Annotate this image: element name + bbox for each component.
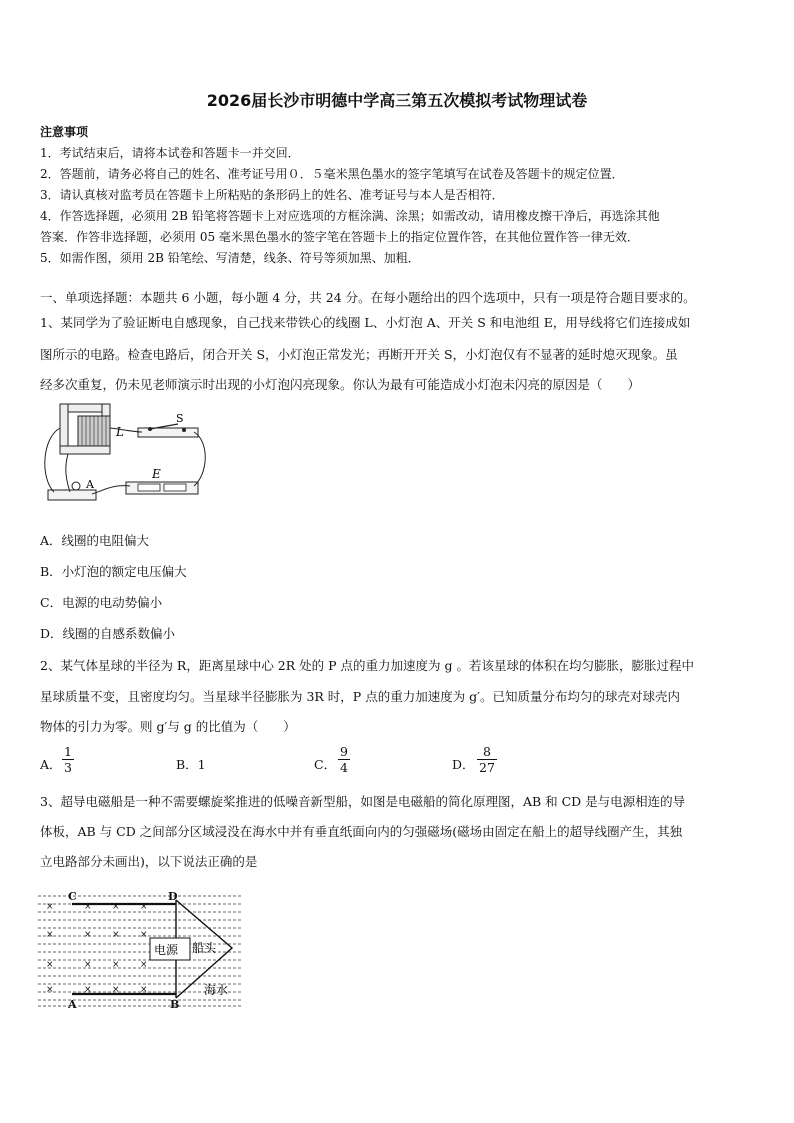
question-2-option-c-label: C． <box>314 757 337 772</box>
question-1-text: 经多次重复，仍未见老师演示时出现的小灯泡闪亮现象。你认为最有可能造成小灯泡未闪亮的原因是（ ） <box>40 377 641 392</box>
question-2-text: 星球质量不变，且密度均匀。当星球半径膨胀为 3R 时，P 点的重力加速度为 g′。已知质量分布均匀的球壳对球壳内 <box>40 689 681 704</box>
field-cross: × <box>112 985 120 995</box>
label-B: B <box>170 998 180 1011</box>
question-3-text: 立电路部分未画出)，以下说法正确的是 <box>40 854 258 869</box>
notice-item: 1．考试结束后，请将本试卷和答题卡一并交回． <box>40 146 300 160</box>
question-2-text: 2、某气体星球的半径为 R，距离星球中心 2R 处的 P 点的重力加速度为 g 。若该星球的体积在均匀膨胀，膨胀过程中 <box>40 658 694 673</box>
page-title: 2026届长沙市明德中学高三第五次模拟考试物理试卷 <box>206 91 588 110</box>
label-E: E <box>152 467 161 481</box>
label-D: D <box>168 890 178 903</box>
question-2-option-a-fraction <box>62 744 74 775</box>
field-cross: × <box>46 930 54 940</box>
question-1-text: 1、某同学为了验证断电自感现象，自己找来带铁心的线圈 L、小灯泡 A、开关 S 和电池组 E，用导线将它们连接成如 <box>40 315 691 330</box>
field-cross: × <box>140 902 148 912</box>
question-1-option-d: D．线圈的自感系数偏小 <box>40 626 176 641</box>
notice-item: 3．请认真核对监考员在答题卡上所粘贴的条形码上的姓名、准考证号与本人是否相符． <box>40 188 504 202</box>
denominator: 27 <box>479 760 495 775</box>
field-cross: × <box>112 960 120 970</box>
question-1-text: 图所示的电路。检查电路后，闭合开关 S，小灯泡正常发光；再断开开关 S，小灯泡仅有不显著的延时熄灭现象。虽 <box>40 347 678 362</box>
field-cross: × <box>112 902 120 912</box>
denominator: 4 <box>340 760 348 775</box>
power-source-label: 电源 <box>154 943 179 957</box>
question-2-text: 物体的引力为零。则 g′与 g 的比值为（ ） <box>40 719 296 734</box>
denominator: 3 <box>64 760 72 775</box>
notice-heading: 注意事项 <box>40 125 89 139</box>
question-1-option-c: C．电源的电动势偏小 <box>40 595 163 610</box>
notice-item: 4．作答选择题，必须用 2B 铅笔将答题卡上对应选项的方框涂满、涂黑；如需改动，请用橡皮擦干净后，再选涂其他 <box>40 209 660 223</box>
label-A: A <box>86 478 94 491</box>
field-cross: × <box>84 902 92 912</box>
section-heading: 一、单项选择题：本题共 6 小题，每小题 4 分，共 24 分。在每小题给出的四个选项中，只有一项是符合题目要求的。 <box>40 290 696 305</box>
question-1-option-a: A．线圈的电阻偏大 <box>40 533 150 548</box>
label-S: S <box>176 412 184 425</box>
question-2-option-b-label: B．1 <box>176 757 206 772</box>
numerator: 1 <box>64 744 72 759</box>
notice-item: 2．答题前，请务必将自己的姓名、准考证号用０．５毫米黑色墨水的签字笔填写在试卷及答题卡的规定位置． <box>40 167 624 181</box>
label-L: L <box>116 425 124 439</box>
sea-label: 海水 <box>204 983 229 997</box>
field-cross: × <box>46 985 54 995</box>
field-cross: × <box>84 930 92 940</box>
circuit-figure <box>38 398 213 508</box>
notice-item: 答案．作答非选择题，必须用 05 毫米黑色墨水的签字笔在答题卡上的指定位置作答，在其他位置作答一律无效． <box>40 230 639 244</box>
question-2-option-a-label: A． <box>40 757 62 772</box>
bow-label: 船头 <box>192 941 217 955</box>
notice-item: 5．如需作图，须用 2B 铅笔绘、写清楚，线条、符号等须加黑、加粗． <box>40 251 420 265</box>
field-cross: × <box>46 902 54 912</box>
numerator: 9 <box>340 744 348 759</box>
label-C: C <box>68 890 77 903</box>
ship-figure <box>36 888 246 1013</box>
field-cross: × <box>140 985 148 995</box>
field-cross: × <box>112 930 120 940</box>
field-cross: × <box>46 960 54 970</box>
question-2-option-c-fraction <box>338 744 350 775</box>
field-cross: × <box>84 960 92 970</box>
question-1-option-b: B．小灯泡的额定电压偏大 <box>40 564 187 579</box>
question-3-text: 体板，AB 与 CD 之间部分区域浸没在海水中并有垂直纸面向内的匀强磁场(磁场由固定在船上的超导线圈产生，其独 <box>40 824 683 839</box>
question-2-option-d-fraction <box>477 744 497 775</box>
question-3-text: 3、超导电磁船是一种不需要螺旋桨推进的低噪音新型船，如图是电磁船的简化原理图，AB 和 CD 是与电源相连的导 <box>40 794 686 809</box>
field-cross: × <box>84 985 92 995</box>
numerator: 8 <box>482 744 491 759</box>
field-cross: × <box>140 930 148 940</box>
label-A: A <box>68 998 77 1011</box>
field-cross: × <box>140 960 148 970</box>
question-2-option-d-label: D． <box>452 757 475 772</box>
